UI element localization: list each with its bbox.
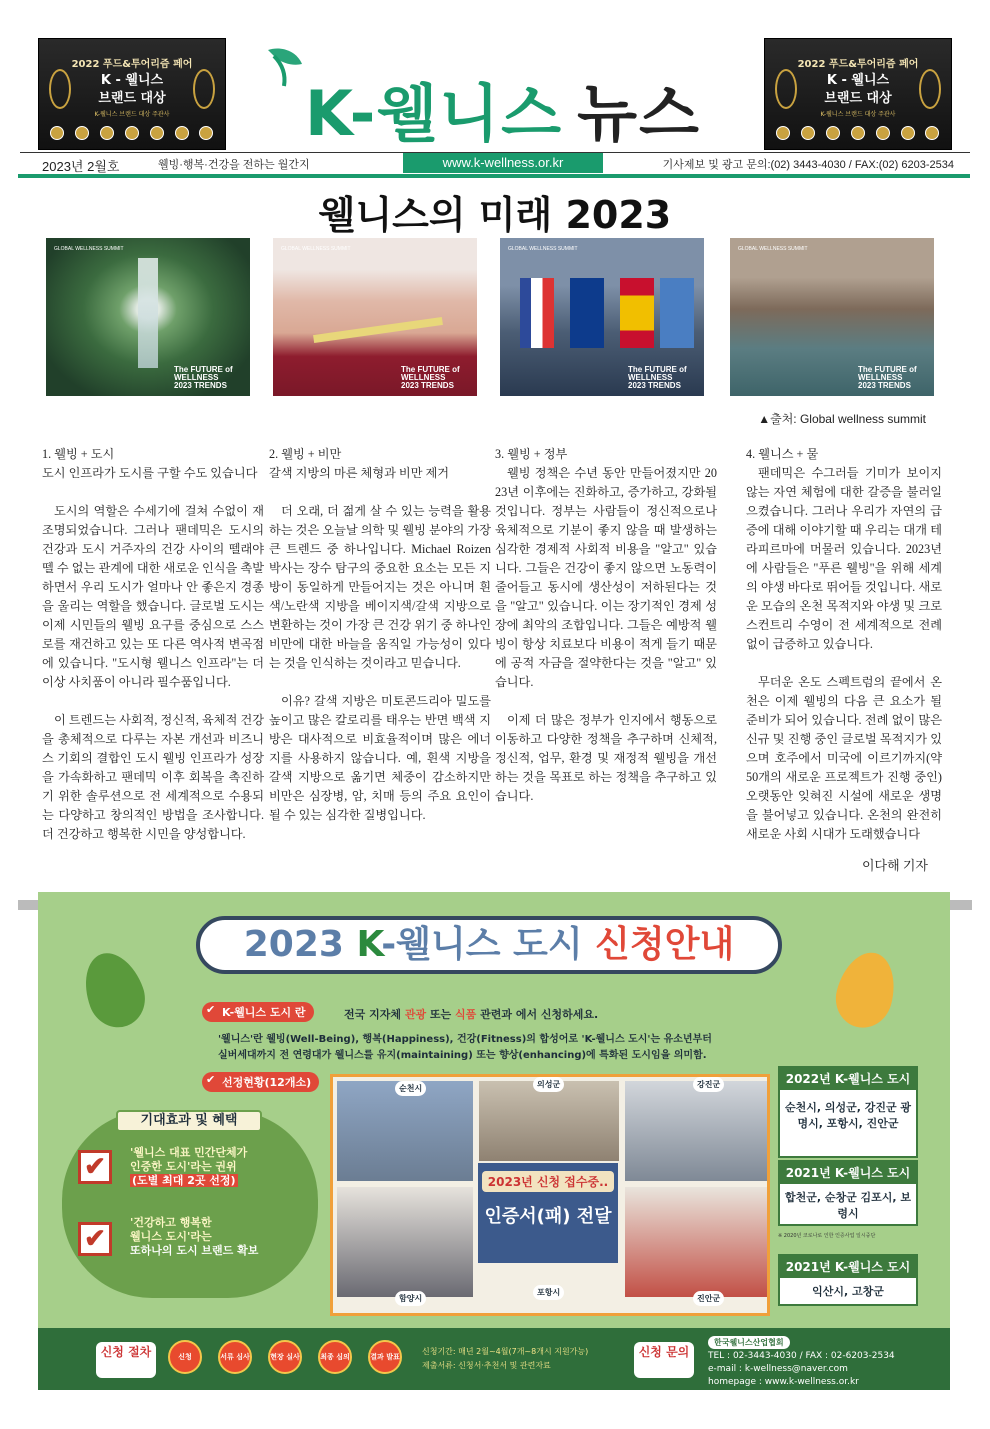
cities-2021-title: 2021년 K-웰니스 도시	[780, 1162, 916, 1184]
banner-edge	[950, 900, 972, 910]
apply-food: 식품	[455, 1008, 477, 1021]
benefits-panel	[62, 1110, 318, 1298]
check-icon: ✔	[78, 1150, 112, 1184]
selection-status-label: ✔ 선정현황(12개소)	[202, 1072, 319, 1092]
photo-caption: The FUTURE of WELLNESS 2023 TRENDS	[401, 365, 460, 390]
ad-line3: 브랜드 대상	[824, 91, 892, 106]
ad-line1: 2022 푸드&투어리즘 페어	[71, 59, 193, 70]
logo-news: 뉴스	[577, 77, 701, 150]
check-icon: ✔	[78, 1222, 112, 1256]
ad-left[interactable]	[38, 38, 226, 150]
procedure-step: 결과 발표	[368, 1340, 402, 1374]
benefit-item	[130, 1216, 258, 1258]
city-definition-label: ✔ K-웰니스 도시 란	[202, 1002, 314, 1022]
ad-line2: K - 웰니스	[100, 73, 164, 88]
cities-2021b-box	[778, 1254, 918, 1306]
column-paragraph: 팬데믹은 수그러들 기미가 보이지 않는 자연 체험에 대한 갈증을 불러일으켰습니다. 그러나 우리가 자연의 급증에 대해 이야기할 때 우리는 대개 테라피르마에 머물러 있습니다. 2023년에 사람들은 "푸른 웰빙"을 위해 세계의 야생 바다로 뛰어들 것입니다. 새로운 모습의 온천 목적지와 야생 및 크로스컨트리 수영이 전 세계적으로 전례 없이 급증하고 있습니다.	[746, 466, 942, 651]
banner-homepage[interactable]: homepage : www.k-wellness.or.kr	[708, 1377, 859, 1387]
org-name: 한국웰니스산업협회	[708, 1336, 790, 1349]
benefit2-line3: 또하나의 도시 브랜드 확보	[130, 1244, 259, 1257]
selection-photo-grid	[330, 1074, 770, 1316]
article-column	[746, 445, 942, 863]
column-paragraph: 웰빙 정책은 수년 동안 만들어졌지만 2023년 이후에는 진화하고, 증가하고, 강화될 것입니다. 정부는 사람들이 정신적으로나 육체적으로 기분이 좋지 않을 때 발생하는 심각한 경제적 사회적 비용을 "알고" 있습니다. 그들은 건강이 좋지 않으면 노동력이 줄어들고 동시에 생산성이 저하된다는 것을 "알고" 있습니다. 이는 장기적인 경제 성장에 최악의 조합입니다. 그들은 예방적 웰빙이 항상 치료보다 비용이 적게 들기 때문에 공적 자금을 절약한다는 것을 "알고" 있습니다.	[495, 466, 717, 689]
column-heading: 2. 웰빙 + 비만	[269, 447, 342, 461]
procedure-step: 서류 심사	[218, 1340, 252, 1374]
banner-title-apply: 신청안내	[595, 924, 735, 965]
benefit1-line1: '웰니스 대표 민간단체가	[130, 1146, 248, 1159]
apply-suffix: 관련과 에서 신청하세요.	[480, 1008, 599, 1021]
procedure-step: 신청	[168, 1340, 202, 1374]
city-badge: 포항시	[533, 1285, 564, 1300]
apply-docs: 제출서류: 신청서·추천서 및 관련자료	[422, 1361, 551, 1370]
cities-2022-box	[778, 1066, 918, 1158]
ad-line3: 브랜드 대상	[98, 91, 166, 106]
photo-brand: GLOBAL WELLNESS SUMMIT	[281, 246, 351, 252]
photo-caption: The FUTURE of WELLNESS 2023 TRENDS	[174, 365, 233, 390]
cert-text: 인증서(패) 전달	[484, 1206, 612, 1227]
photo-government	[500, 238, 704, 396]
photo-caption: The FUTURE of WELLNESS 2023 TRENDS	[628, 365, 687, 390]
photo-city	[46, 238, 250, 396]
issue-date: 2023년 2월호	[42, 159, 120, 174]
banner-contact	[708, 1336, 895, 1389]
apply-or: 또는	[429, 1008, 452, 1021]
banner-title	[196, 916, 782, 974]
ad-line1: 2022 푸드&투어리즘 페어	[797, 59, 919, 70]
photo-obesity	[273, 238, 477, 396]
article-column	[269, 445, 491, 844]
article-column	[495, 445, 717, 825]
award-badges	[45, 126, 219, 140]
laurel-icon	[193, 69, 215, 109]
ad-line4: K-웰니스 브랜드 대상 주관사	[820, 111, 896, 118]
page-title: 웰니스의 미래 2023	[318, 193, 672, 237]
definition-line1: '웰니스'란 웰빙(Well-Being), 행복(Happiness), 건강(Fitness)의 합성어로 'K-웰니스 도시'는 유소년부터	[218, 1034, 712, 1045]
laurel-icon	[919, 69, 941, 109]
leaf-icon	[264, 44, 308, 88]
logo-main: K-웰니스	[305, 77, 564, 150]
banner-title-year: 2023	[243, 924, 344, 965]
column-paragraph: 이 트렌드는 사회적, 정신적, 육체적 건강을 총체적으로 다루는 자본 개선과 비즈니스 기회의 결합인 도시 웰빙 인프라가 성장을 가속화하고 팬데믹 이후 회복을 촉진하기 위한 솔루션으로 전 세계적으로 수용되는 다양하고 창의적인 방법을 조사합니다. 더 건강하고 행복한 시민을 양성합니다.	[42, 713, 264, 841]
leaf-mascot-icon	[75, 945, 154, 1036]
apply-info	[344, 1006, 598, 1022]
cities-2021b-title: 2021년 K-웰니스 도시	[780, 1256, 916, 1278]
column-heading: 3. 웰빙 + 정부	[495, 447, 568, 461]
banner-tel: TEL : 02-3443-4030 / FAX : 02-6203-2534	[708, 1351, 895, 1361]
column-heading: 1. 웰빙 + 도시	[42, 447, 115, 461]
city-badge: 순천시	[395, 1081, 426, 1096]
procedure-step: 최종 심의	[318, 1340, 352, 1374]
benefit2-line2: 웰니스 도시'라는	[130, 1230, 212, 1243]
city-badge: 진안군	[693, 1291, 724, 1306]
column-paragraph: 이제 더 많은 정부가 인지에서 행동으로 이동하고 다양한 정책을 추구하며 신체적, 정신적, 업무, 환경 및 재정적 웰빙을 개선하는 것을 목표로 하는 정책을 추구하고 있습니다.	[495, 713, 717, 803]
photo-brand: GLOBAL WELLNESS SUMMIT	[508, 246, 578, 252]
masthead-logo[interactable]	[305, 64, 701, 153]
inquiry-tag: 신청 문의	[634, 1342, 694, 1378]
benefit1-line2: 인증한 도시'라는 권위	[130, 1160, 237, 1173]
site-url[interactable]: www.k-wellness.or.kr	[403, 153, 603, 173]
cities-2021-box	[778, 1160, 918, 1226]
wellness-city-banner[interactable]	[38, 892, 950, 1390]
header-rule	[18, 174, 970, 178]
benefit-item	[130, 1146, 247, 1188]
cities-2021b-list: 익산시, 고창군	[812, 1285, 884, 1298]
procedure-tag: 신청 절차	[96, 1342, 156, 1378]
apply-prefix: 전국 지자체	[344, 1008, 401, 1021]
apply-tourism: 관광	[404, 1008, 427, 1021]
column-heading: 4. 웰니스 + 물	[746, 447, 819, 461]
city-badge: 의성군	[533, 1077, 564, 1092]
column-paragraph: 더 오래, 더 젊게 살 수 있는 능력을 활용하는 것은 오늘날 의학 및 웰빙 분야의 가장 큰 트렌드 중 하나입니다. Michael Roizen 박사는 장수 탐구의 중요한 요소는 모든 지방이 동일하게 만들어지는 것은 아니며 흰색/노란색 지방을 베이지색/갈색 지방으로 변환하는 것이 가장 큰 건강 위기 중 하나인 비만에 대한 바늘을 움직일 가능성이 있다는 것을 인식하는 것이라고 믿습니다.	[269, 504, 491, 670]
banner-footer	[38, 1328, 950, 1390]
photo-caption: The FUTURE of WELLNESS 2023 TRENDS	[858, 365, 917, 390]
cities-2021-list: 합천군, 순창군 김포시, 보령시	[784, 1191, 912, 1220]
cert-year: 2023년 신청 접수중..	[482, 1171, 614, 1192]
ad-line2: K - 웰니스	[826, 73, 890, 88]
contact-info: 기사제보 및 광고 문의:(02) 3443-4030 / FAX:(02) 6203-2534	[662, 159, 954, 171]
banner-edge	[18, 900, 38, 910]
column-paragraph: 도시의 역할은 수세기에 걸쳐 수없이 재조명되었습니다. 그러나 팬데믹은 도시의 건강과 도시 거주자의 건강 사이의 뗄래야 뗄 수 없는 관계에 대한 새로운 인식을 촉발하면서 우리 도시가 얼마나 안 좋은지 경종을 울리는 역할을 했습니다. 글로벌 도시는 이제 시민들의 웰빙 요구를 중심으로 스스로를 재건하고 있는 또 다른 역사적 변곡점에 있습니다. "도시형 웰니스 인프라"는 더 이상 사치품이 아니라 필수품입니다.	[42, 504, 264, 689]
side-note: ※ 2020년 코로나로 인한 인증사업 일시중단	[778, 1233, 876, 1239]
benefit1-line3: (도별 최대 2곳 선정)	[132, 1174, 236, 1187]
article-column	[42, 445, 264, 863]
leaf-mascot-icon	[829, 946, 903, 1034]
column-paragraph: 이유? 갈색 지방은 미토콘드리아 밀도를 높이고 많은 칼로리를 태우는 반면 백색 지방은 대사적으로 비효율적이며 많은 에너지를 사용하지 않습니다. 예, 흰색 지방을 갈색 지방으로 옮기면 체중이 감소하지만 비만은 심장병, 암, 치매 등의 주요 요인이 될 수 있는 심각한 질병입니다.	[269, 694, 491, 822]
banner-title-k: K	[356, 924, 382, 965]
dateline	[20, 152, 970, 174]
city-badge: 함양시	[395, 1291, 426, 1306]
apply-period: 신청기간: 매년 2월~4월(7개~8개시 지원가능)	[422, 1347, 589, 1356]
photo-brand: GLOBAL WELLNESS SUMMIT	[54, 246, 124, 252]
laurel-icon	[49, 69, 71, 109]
procedure-step: 현장 실사	[268, 1340, 302, 1374]
award-badges	[771, 126, 945, 140]
definition-line2: 실버세대까지 전 연령대가 웰니스를 유지(maintaining) 또는 향상(enhancing)에 특화된 도시임을 의미함.	[218, 1050, 707, 1061]
ad-right[interactable]	[764, 38, 952, 150]
column-subheading: 도시 인프라가 도시를 구할 수도 있습니다	[42, 466, 258, 480]
photo-credit: ▲출처: Global wellness summit	[758, 412, 926, 426]
reporter-byline: 이다해 기자	[861, 858, 928, 873]
laurel-icon	[775, 69, 797, 109]
photo-brand: GLOBAL WELLNESS SUMMIT	[738, 246, 808, 252]
banner-title-mid: -웰니스 도시	[381, 924, 583, 965]
cities-2022-list: 순천시, 의성군, 강진군 광명시, 포항시, 진안군	[784, 1101, 912, 1130]
column-subheading: 갈색 지방의 마른 체형과 비만 제거	[269, 466, 450, 480]
benefits-title: 기대효과 및 혜택	[116, 1110, 262, 1132]
cities-2022-title: 2022년 K-웰니스 도시	[780, 1068, 916, 1090]
slogan: 웰빙·행복·건강을 전하는 월간지	[158, 159, 310, 171]
city-badge: 강진군	[693, 1077, 724, 1092]
ad-line4: K-웰니스 브랜드 대상 주관사	[94, 111, 170, 118]
column-paragraph: 무더운 온도 스펙트럼의 끝에서 온천은 이제 웰빙의 다음 큰 요소가 될 준비가 되어 있습니다. 전례 없이 많은 신규 및 진행 중인 글로벌 목적지가 있으며 호주에서 미국에 이르기까지(약 50개의 새로운 프로젝트가 진행 중인) 오랫동안 잊혀진 시설에 새로운 생명을 불어넣고 있습니다. 온천의 완전히 새로운 사회 시대가 도래했습니다	[746, 675, 942, 841]
banner-email[interactable]: e-mail : k-wellness@naver.com	[708, 1364, 848, 1374]
certificate-box	[478, 1163, 618, 1263]
benefit2-line1: '건강하고 행복한	[130, 1216, 212, 1229]
photo-water	[730, 238, 934, 396]
